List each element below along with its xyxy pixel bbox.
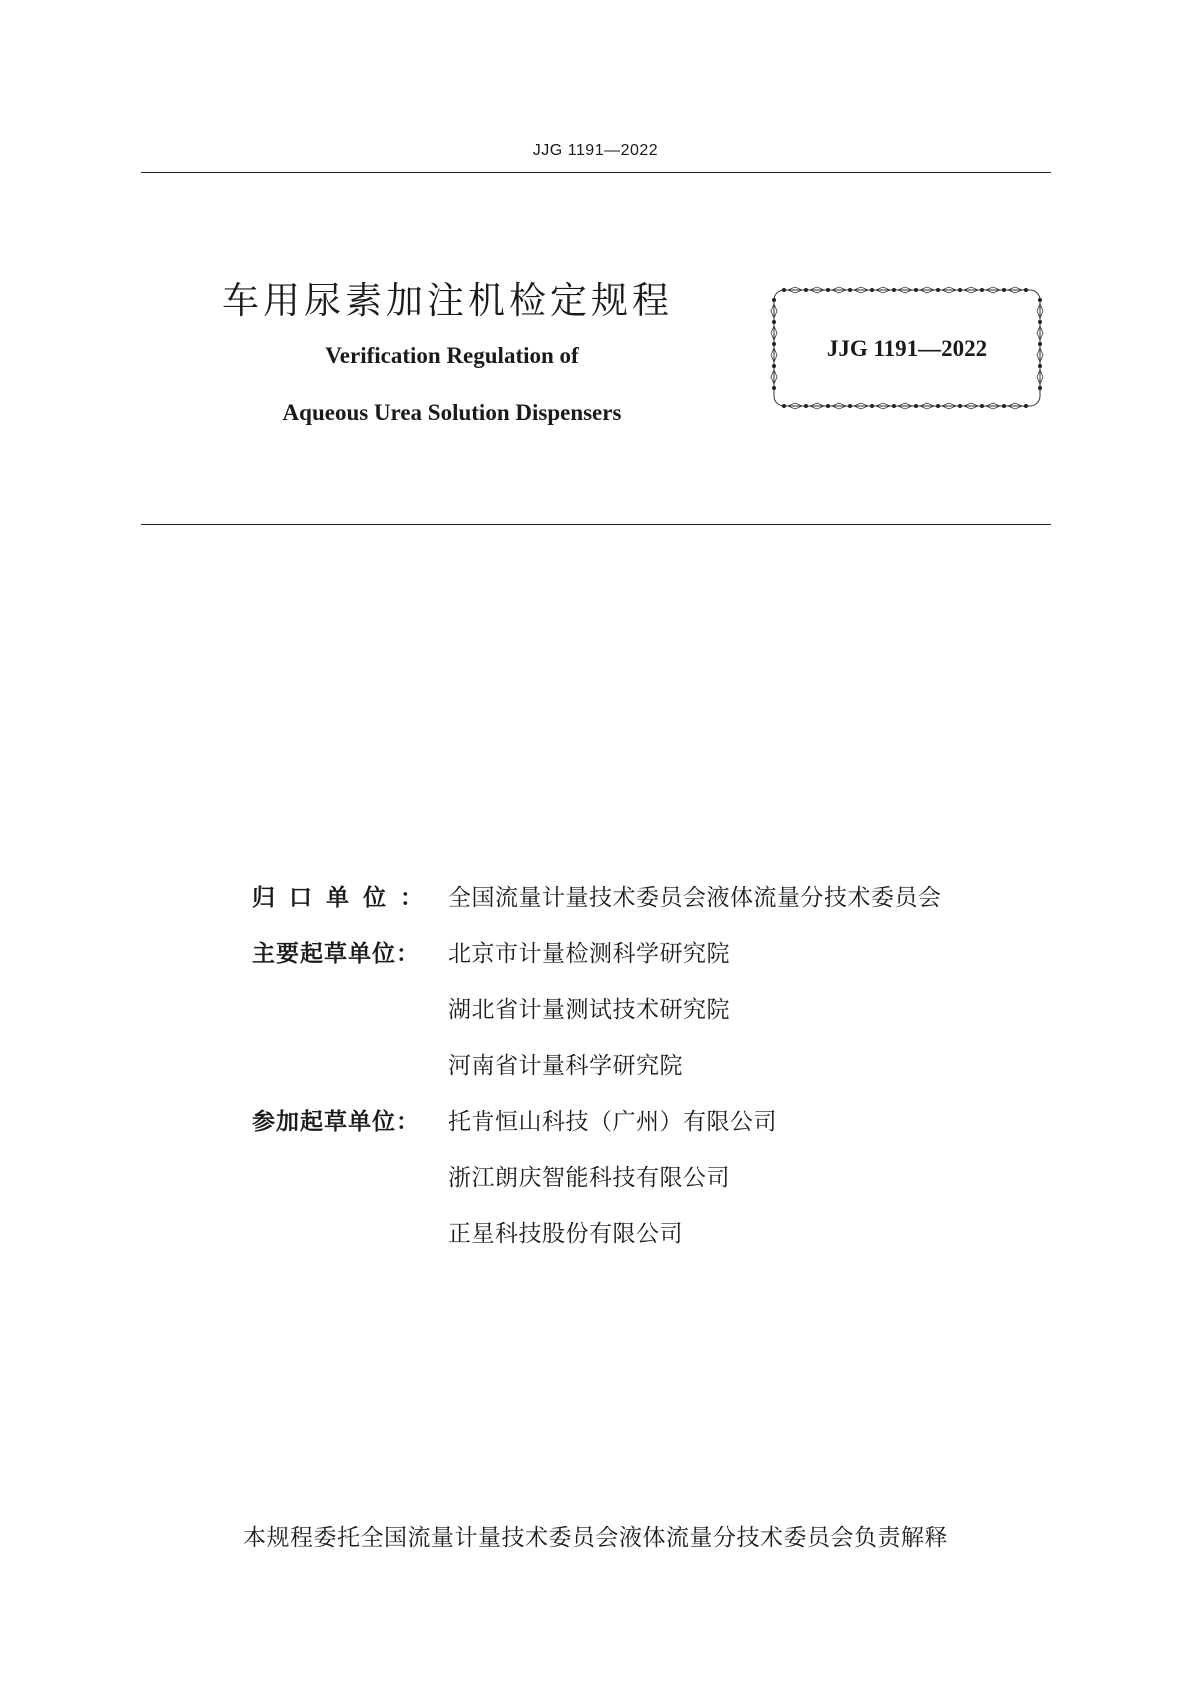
- participating-drafter-row: [252, 1159, 1052, 1215]
- document-title-cn: 车用尿素加注机检定规程: [222, 279, 673, 322]
- title-section-rule: [141, 524, 1051, 525]
- participating-drafter: 浙江朗庆智能科技有限公司: [448, 1165, 730, 1191]
- responsible-unit-label: 归口单位：: [252, 885, 437, 911]
- participating-drafters-label: 参加起草单位：: [252, 1109, 420, 1135]
- standard-code-box-text: JJG 1191—2022: [826, 336, 988, 361]
- responsible-unit: 全国流量计量技术委员会液体流量分技术委员会: [448, 885, 942, 911]
- interpretation-note: 本规程委托全国流量计量技术委员会液体流量分技术委员会负责解释: [243, 1525, 948, 1551]
- document-title-en-line1: Verification Regulation of: [325, 343, 579, 368]
- participating-drafter-row: [252, 1215, 1052, 1271]
- participating-drafter: 托肯恒山科技（广州）有限公司: [448, 1109, 777, 1135]
- document-title-en-line2: Aqueous Urea Solution Dispensers: [282, 400, 622, 425]
- participating-drafter: 正星科技股份有限公司: [448, 1221, 683, 1247]
- main-drafter-row: [252, 1047, 1052, 1103]
- main-drafter-row: [252, 991, 1052, 1047]
- standard-code-box: [768, 284, 1046, 412]
- header-rule: [141, 172, 1051, 173]
- main-drafter-row: [252, 935, 1052, 991]
- main-drafters-label: 主要起草单位：: [252, 941, 420, 967]
- main-drafter: 湖北省计量测试技术研究院: [448, 997, 730, 1023]
- standard-code-header: JJG 1191—2022: [532, 142, 659, 159]
- drafting-organizations: [252, 879, 1052, 1271]
- main-drafter: 河南省计量科学研究院: [448, 1053, 683, 1079]
- main-drafter: 北京市计量检测科学研究院: [448, 941, 730, 967]
- participating-drafter-row: [252, 1103, 1052, 1159]
- responsible-unit-row: [252, 879, 1052, 935]
